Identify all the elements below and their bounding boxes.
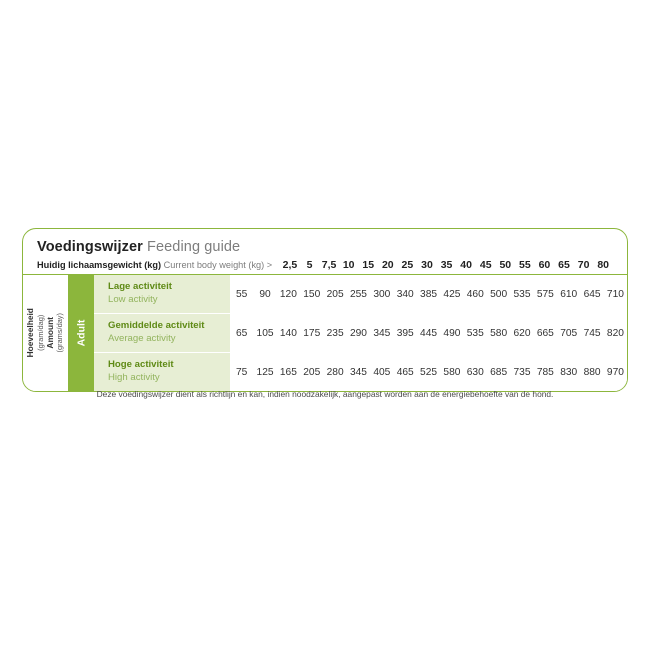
table-cell: 970 [606,366,624,378]
table-cell: 535 [466,327,484,339]
table-cell: 55 [236,288,248,300]
weight-value: 10 [342,259,355,271]
table-cell: 300 [373,288,391,300]
row-values [230,353,627,391]
table-cell: 205 [326,288,344,300]
table-cell: 90 [259,288,271,300]
activity-name [94,281,230,307]
table-cell: 580 [443,366,461,378]
table-cell: 125 [256,366,274,378]
table-cell: 65 [236,327,248,339]
weight-header-label-en: Current body weight (kg) > [163,260,273,270]
weight-value: 20 [381,259,394,271]
activity-name [94,359,230,385]
table-cell: 880 [583,366,601,378]
table-cell: 445 [420,327,438,339]
weight-value: 70 [577,259,590,271]
amount-column [23,275,68,391]
weight-value: 7,5 [321,259,337,271]
weight-value: 35 [440,259,453,271]
table-cell: 785 [536,366,554,378]
table-cell: 425 [443,288,461,300]
table-cell: 405 [373,366,391,378]
table-cell: 105 [256,327,274,339]
table-cell: 745 [583,327,601,339]
table-cell: 705 [560,327,578,339]
amount-label-nl: Hoeveelheid [25,308,36,358]
table-cell: 255 [349,288,367,300]
weight-header-label [37,260,272,271]
life-stage-column [68,275,94,391]
table-cell: 120 [279,288,297,300]
weight-value: 15 [362,259,375,271]
table-cell: 460 [466,288,484,300]
table-cell: 620 [513,327,531,339]
card-title-nl: Voedingswijzer [37,239,143,255]
table-cell: 645 [583,288,601,300]
row-values [230,314,627,352]
activity-name [94,320,230,346]
activity-name-en: Low activity [108,294,158,305]
table-cell: 490 [443,327,461,339]
activity-name-nl: Gemiddelde activiteit [108,320,205,332]
activity-name-en: Average activity [108,333,176,344]
weight-value: 60 [538,259,551,271]
weight-value: 5 [306,259,313,271]
table-cell: 345 [349,366,367,378]
weight-value: 25 [401,259,414,271]
weight-values [280,259,613,271]
table-cell: 465 [396,366,414,378]
activity-rows [94,275,627,391]
life-stage-label: Adult [75,319,88,347]
activity-name-nl: Hoge activiteit [108,359,174,371]
amount-label-en: Amount [45,317,55,349]
weight-value: 80 [597,259,610,271]
footnote: Deze voedingswijzer dient als richtlijn en kan, indien noodzakelijk, aangepast worden aan de energiebehoefte van de hond. [96,389,554,399]
card-title [23,229,627,259]
table-cell: 280 [326,366,344,378]
table-cell: 150 [303,288,321,300]
table-cell: 340 [396,288,414,300]
feeding-guide-card [22,228,628,392]
table-cell: 75 [236,366,248,378]
table-cell: 575 [536,288,554,300]
table-cell: 820 [606,327,624,339]
weight-value: 55 [519,259,531,271]
weight-header-label-nl: Huidig lichaamsgewicht (kg) [37,260,162,270]
activity-name-nl: Lage activiteit [108,281,172,293]
table-cell: 665 [536,327,554,339]
table-cell: 140 [279,327,297,339]
table-cell: 385 [420,288,438,300]
table-cell: 290 [349,327,367,339]
row-values [230,275,627,313]
table-cell: 165 [279,366,297,378]
table-cell: 685 [490,366,508,378]
table-row [94,313,627,352]
table-cell: 610 [560,288,578,300]
weight-value: 30 [421,259,433,271]
table-row [94,275,627,313]
weight-header-row [23,259,627,275]
weight-value: 50 [499,259,512,271]
table-cell: 630 [466,366,484,378]
amount-label-en-unit: (grams/day) [55,313,65,353]
table-cell: 735 [513,366,531,378]
table-row [94,352,627,391]
feeding-grid [23,275,627,391]
card-title-en: Feeding guide [147,239,241,255]
table-cell: 525 [420,366,438,378]
table-cell: 710 [606,288,624,300]
table-cell: 205 [303,366,321,378]
table-cell: 235 [326,327,344,339]
weight-value: 45 [479,259,492,271]
table-cell: 345 [373,327,391,339]
table-cell: 175 [303,327,321,339]
activity-name-en: High activity [108,372,160,383]
table-cell: 830 [560,366,578,378]
weight-value: 65 [558,259,570,271]
weight-value: 2,5 [282,259,298,271]
weight-value: 40 [460,259,472,271]
table-cell: 535 [513,288,531,300]
amount-label [25,308,65,357]
table-cell: 395 [396,327,414,339]
table-cell: 580 [490,327,508,339]
amount-label-nl-unit: (gram/dag) [35,314,45,352]
table-cell: 500 [490,288,508,300]
